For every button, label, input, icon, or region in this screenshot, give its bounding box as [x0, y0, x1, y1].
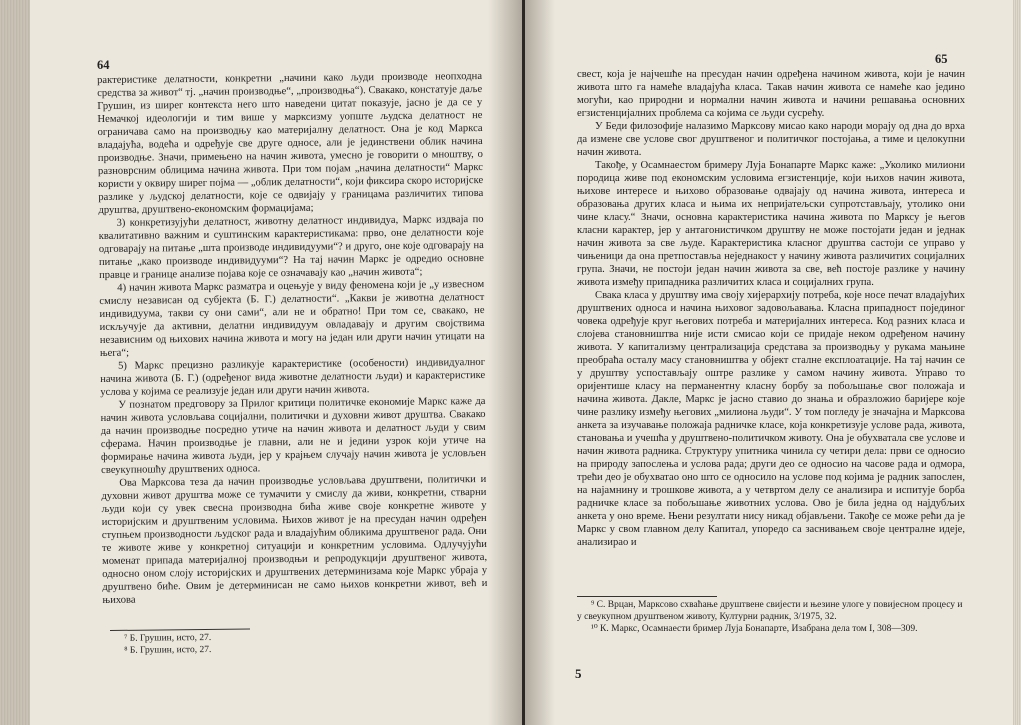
paragraph: рактеристике делатности, конкретни „начини како људи производе неопходна средства за живот“ тј. „начин производње“, „производња“). Свакако, констатује даље Грушин, из ширег контекста него што наведени цитат показује, јасно је да се у Немачкој идеологији и тим више у марксизму уопште људска делатност не ограничава само на производњу као материјалну делатност. Она је код Маркса владајућа, водећа и одређује све друге односе, али је јединствени облик начина производње. Значи, примењено на начин живота, умесно је говорити о мноштву, о разноврсним облицима начина живота. При том појам „начина делатности“ Маркс користи у оквиру ширег појма — „облик делатности“, који фиксира скоро историјске разлике у људској делатности, које се одвијају у границама различитих типова друштва, друштвено-економским формацијама; [97, 70, 484, 216]
paragraph: Свака класа у друштву има своју хијерархију потреба, које носе печат владајућих друштвених односа и начина њиховог задовољавања. Класна припадност појединог човека одређује круг његових потреба и материјалних интереса. Код разних класа и слојева становништва није исти смисао који се придаје неком одређеном начину живота. У капитализму централизација средстава за производњу у рукама мањине преобраћа осталу масу становништва у објект сталне експлоатације. На тај начин се у друштву успостављају оштре разлике у самом начину живота. Управо то оријентише класу на перманентну класну борбу за побољшање свог положаја и начина живота. Дакле, Маркс је јасно ставио до знања и образложио баријере које чине разлику између његових „милиона људи“. У том погледу је значајна и Марксова анкета за изучавање положаја радничке класе, која конкретизује услове рада, живота, становања и учешћа у друштвено-политичком животу. Она је обухватала све услове и начин живота радника. Структуру упитника чинила су четири дела: први се односио на природу запослења и услова рада; други део се односио на часове рада и одмора, трећи део је обухватао оно што се односило на услове под којима је радник запослен, на најамнину и трошкове живота, а у четвртом делу се анализира и испитује борба радничке класе за побољшање животних услова. Ово је била једна од најдубљих анкета у оно време. Њени резултати нису никад објављени. Такође се може рећи да је Маркс у свом главном делу Капитал, упоредо са заснивањем своје централне идеје, анализирао и [577, 290, 965, 548]
right-footnotes [577, 596, 965, 635]
right-body-text [577, 68, 965, 592]
gutter-shadow [488, 0, 522, 725]
paragraph: 3) конкретизујући делатност, животну делатност индивидуа, Маркс издваја по квалитативно важним и суштинским карактеристикама: прво, оне делатности које одговарају на питање „шта производе индивидууми“? и друго, оне које одговарају на питање „како производе индивидууми“? На тај начин Маркс је одредио основне правце и границе анализе појава које се означавају као „начин живота“; [98, 213, 485, 281]
right-page [525, 0, 1021, 725]
paragraph: Такође, у Осамнаестом бримеру Луја Бонапарте Маркс каже: „Уколико милиони породица живе под економским условима егзистенције, који њихов начин живота, њихове интересе и њихово образовање одвајају од начина живота, интереса и образовања других класа и њима их непријатељски супротстављају, утолико они чине класу.“ Значи, основна карактеристика начина живота по Марксу је његов класни карактер, јер у антагонистичком друштву не може постојати један и једнак начин живота за све људе. Карактеристика класног друштва састоји се управо у чињеници да она претпоставља неједнакост у начину живота различитих социјалних група. Значи, не постоји један начин живота за све, већ постоје разлике у начину живота између припадника различитих класа и социјалних група. [577, 160, 965, 288]
paragraph: Ова Марксова теза да начин производње условљава друштвени, политички и духовни живот друштва може се тумачити у смислу да живи, конкретни, стварни људи који су увек свесна производна бића живе своје конкретне животе у историјским и друштвеним условима. Њихов живот је на пресудан начин одређен ступњем производности људског рада и владајућим обликима друштвеног рада. Они те животе живе у конкретној ситуацији и конкретним условима. Одлучујући моменат припада материјалној производњи и репродукцији друштвеног живота, односно оном слоју историјских и друштвених детерминизама које Маркс убраја у друштвено биће. Овим је детерминисан не само њихов конкретни живот, већ и њихова [101, 473, 488, 606]
page-edges [0, 0, 30, 725]
footnote-rule [110, 629, 250, 631]
paragraph: 4) начин живота Маркс разматра и оцењује у виду феномена који је „у извесном смислу независан од субјекта (Б. Г.) делатности“. „Какви је животна делатност индивидуума, такви су они сами“, али не и обратно! При том се, свакако, не искључује да активни, делатни индивидуум овладавају и другим својствима независним од њихових начина живота и могу на један или други начин утицати на њега“; [99, 278, 485, 359]
page-edges [1013, 0, 1021, 725]
paragraph: У познатом предговору за Прилог критици политичке економије Маркс каже да начин живота условљава социјални, политички и духовни живот друштва. Свакако да начин производње посредно утиче на начин живота и делатност људи у свим сферама. Начин производње је главни, али не и једини узрок који утиче на формирање начина живота људи, јер у крајњем случају начин живота је условљен свеукупношћу друштвених односа. [100, 395, 487, 476]
paragraph: У Беди филозофије налазимо Марксову мисао како народи морају од дна до врха да измене све услове свог друштвеног и политичког постојања, а тиме и целокупни начин живота. [577, 121, 965, 158]
footnote-rule [577, 596, 717, 597]
paragraph: 5) Маркс прецизно разликује карактеристике (особености) индивидуалног начина живота (Б. Г.) (одређеног вида животне делатности људи) и карактеристике услова у којима се реализује један или други начин живота. [100, 356, 486, 398]
footnote: ⁸ Б. Грушин, исто, 27. [124, 644, 212, 656]
page-number: 64 [97, 58, 110, 72]
footnote: ⁷ Б. Грушин, исто, 27. [124, 632, 212, 644]
left-footnotes [110, 627, 360, 657]
footnote: ¹⁰ К. Маркс, Осамнаести бример Луја Бонапарте, Изабрана дела том I, 308—309. [591, 624, 918, 634]
signature-mark: 5 [575, 666, 582, 681]
left-body-text [97, 70, 488, 630]
footnote: ⁹ С. Врцан, Марксово схваћање друштвене свијести и њезине улоге у повијесном процесу и у свеукупном друштвеном животу, Културни радник, 3/1975, 32. [577, 600, 963, 622]
page-number: 65 [935, 52, 948, 66]
paragraph: свест, која је најчешће на пресудан начин одређена начином живота, који је начин живота што га намеће владајућа класа. Такав начин живота се намеће као једино могући, као природни и нормални начин живота и начини решавања основних егзистенцијалних проблема са којима се људи сусрећу. [577, 69, 965, 119]
gutter-shadow [525, 0, 555, 725]
